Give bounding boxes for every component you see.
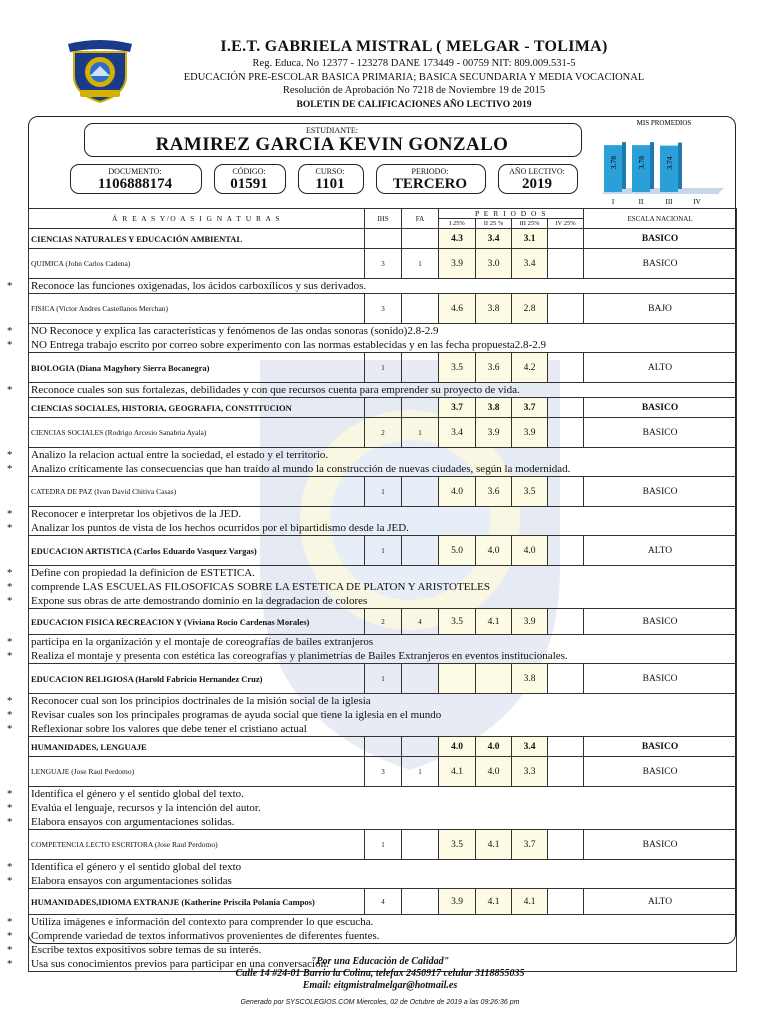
escala-cell: BASICO <box>584 609 737 635</box>
student-name: RAMIREZ GARCIA KEVIN GONZALO <box>155 134 509 155</box>
bullet-asterisk: * <box>7 463 13 475</box>
grade-p4 <box>548 536 584 566</box>
grade-p1: 4.6 <box>439 294 476 324</box>
school-name: I.E.T. GABRIELA MISTRAL ( MELGAR - TOLIMA) <box>220 38 608 55</box>
grade-p3: 2.8 <box>512 294 548 324</box>
subject-row <box>29 249 737 279</box>
grade-p1: 4.1 <box>439 757 476 787</box>
grade-p3: 4.0 <box>512 536 548 566</box>
grade-p4 <box>548 609 584 635</box>
escala-cell: BASICO <box>584 664 737 694</box>
bullet-asterisk: * <box>7 695 13 707</box>
observation-line <box>7 324 734 338</box>
observation-cell <box>7 507 737 536</box>
fa-cell <box>402 477 439 507</box>
header-escala: ESCALA NACIONAL <box>584 209 737 229</box>
escala-cell: BASICO <box>584 398 737 418</box>
fa-cell <box>402 664 439 694</box>
observation-line <box>7 635 734 649</box>
observation-line <box>7 722 734 736</box>
observation-text: Elabora ensayos con argumentaciones solidas. <box>31 816 235 828</box>
observation-line <box>7 801 734 815</box>
area-name: CIENCIAS SOCIALES, HISTORIA, GEOGRAFIA, CONSTITUCION <box>29 398 365 418</box>
chart-category-label: IV <box>693 198 701 206</box>
observation-text: Identifica el género y el sentido global del texto. <box>31 788 244 800</box>
escala-cell: BASICO <box>584 477 737 507</box>
ihs-cell <box>365 229 402 249</box>
grade-p3: 4.1 <box>512 889 548 915</box>
grade-p2: 3.6 <box>476 353 512 383</box>
bullet-asterisk: * <box>7 508 13 520</box>
grade-p3: 3.8 <box>512 664 548 694</box>
ihs-cell <box>365 737 402 757</box>
header-p1: I 25% <box>439 219 476 229</box>
ihs-cell: 2 <box>365 609 402 635</box>
subject-row <box>29 664 737 694</box>
escala-cell: BASICO <box>584 737 737 757</box>
observation-text: Analizar los puntos de vista de los hechos ocurridos por el bipartidismo desde la JED. <box>31 522 409 534</box>
observation-cell <box>7 860 737 889</box>
escala-cell: BASICO <box>584 229 737 249</box>
observation-row <box>29 787 737 830</box>
grade-p1: 4.3 <box>439 229 476 249</box>
observation-line <box>7 694 734 708</box>
observation-line <box>7 507 734 521</box>
fa-cell: 1 <box>402 249 439 279</box>
fa-cell <box>402 353 439 383</box>
grade-p1: 4.0 <box>439 477 476 507</box>
fa-cell <box>402 294 439 324</box>
observation-cell <box>7 635 737 664</box>
anio-label: AÑO LECTIVO: <box>509 167 565 176</box>
periodo-label: PERIODO: <box>411 167 449 176</box>
grade-p4 <box>548 889 584 915</box>
observation-text: participa en la organización y el montaje de coreografías de bailes extranjeros <box>31 636 374 648</box>
fa-cell <box>402 398 439 418</box>
grade-p2: 3.0 <box>476 249 512 279</box>
grade-p1: 3.9 <box>439 249 476 279</box>
ihs-cell: 3 <box>365 249 402 279</box>
grade-p4 <box>548 418 584 448</box>
grade-p1: 5.0 <box>439 536 476 566</box>
bullet-asterisk: * <box>7 636 13 648</box>
observation-cell <box>7 383 737 398</box>
observation-text: Analizo críticamente las consecuencias que han traído al mundo la construcción de nuevas ciudades, según la modernidad. <box>31 463 571 475</box>
fa-cell <box>402 536 439 566</box>
school-crest-logo <box>64 38 136 104</box>
subject-row <box>29 294 737 324</box>
observation-line <box>7 383 734 397</box>
observation-row <box>29 694 737 737</box>
curso-value: 1101 <box>315 176 345 192</box>
grade-p2: 3.6 <box>476 477 512 507</box>
grade-p3: 3.3 <box>512 757 548 787</box>
bullet-asterisk: * <box>7 339 13 351</box>
observation-text: Usa sus conocimientos previos para participar en una conversación. <box>31 958 329 970</box>
area-row <box>29 229 737 249</box>
observation-line <box>7 580 734 594</box>
education-levels: EDUCACIÓN PRE-ESCOLAR BASICA PRIMARIA; BASICA SECUNDARIA Y MEDIA VOCACIONAL <box>183 72 645 83</box>
ihs-cell: 4 <box>365 889 402 915</box>
observation-row <box>29 507 737 536</box>
grade-p1: 3.7 <box>439 398 476 418</box>
ihs-cell: 1 <box>365 353 402 383</box>
observation-cell <box>7 324 737 353</box>
observation-text: Reflexionar sobre los valores que debe tener el cristiano actual <box>31 723 307 735</box>
observation-line <box>7 874 734 888</box>
escala-cell: BASICO <box>584 418 737 448</box>
observation-text: Reconoce cuales son sus fortalezas, debilidades y con que recursos cuenta para emprender su proyecto de vida. <box>31 384 520 396</box>
grade-p4 <box>548 757 584 787</box>
fa-cell: 1 <box>402 418 439 448</box>
fa-cell <box>402 737 439 757</box>
grade-p1: 3.5 <box>439 609 476 635</box>
bullet-asterisk: * <box>7 567 13 579</box>
fa-cell <box>402 889 439 915</box>
ihs-cell: 1 <box>365 536 402 566</box>
ihs-cell: 3 <box>365 757 402 787</box>
promedios-chart <box>598 118 730 206</box>
area-name: HUMANIDADES, LENGUAJE <box>29 737 365 757</box>
observation-text: Reconoce las funciones oxigenadas, los ácidos carboxílicos y sus derivados. <box>31 280 367 292</box>
grade-p4 <box>548 398 584 418</box>
observation-text: Analizo la relacion actual entre la sociedad, el estado y el territorio. <box>31 449 329 461</box>
fa-cell <box>402 229 439 249</box>
escala-cell: BASICO <box>584 757 737 787</box>
header-ihs: IHS <box>365 209 402 229</box>
report-title: BOLETIN DE CALIFICACIONES AÑO LECTIVO 2019 <box>296 100 532 110</box>
observation-cell <box>7 694 737 737</box>
bullet-asterisk: * <box>7 384 13 396</box>
approval-resolution: Resolución de Aprobación No 7218 de Noviembre 19 de 2015 <box>282 85 546 96</box>
footer-address: Calle 14 #24-01 Barrio la Colina, telefax 2450917 celular 3118855035 <box>235 968 525 979</box>
grade-p3: 3.5 <box>512 477 548 507</box>
grade-p2: 4.1 <box>476 609 512 635</box>
ihs-cell: 1 <box>365 830 402 860</box>
observation-line <box>7 338 734 352</box>
grade-p2 <box>476 664 512 694</box>
header-p2: II 25 % <box>476 219 512 229</box>
area-row <box>29 398 737 418</box>
header-p3: III 25% <box>512 219 548 229</box>
grade-p3: 3.1 <box>512 229 548 249</box>
grade-p1: 3.4 <box>439 418 476 448</box>
observation-text: Revisar cuales son los principales programas de ayuda social que tiene la iglesia en el mundo <box>31 709 442 721</box>
observation-row <box>29 635 737 664</box>
bullet-asterisk: * <box>7 650 13 662</box>
subject-row <box>29 889 737 915</box>
escala-cell: BASICO <box>584 249 737 279</box>
grade-p2: 3.8 <box>476 294 512 324</box>
grades-table <box>7 208 737 972</box>
grade-p2: 4.0 <box>476 536 512 566</box>
observation-row <box>29 860 737 889</box>
chart-title: MIS PROMEDIOS <box>636 119 692 127</box>
escala-cell: BASICO <box>584 830 737 860</box>
observation-line <box>7 929 734 943</box>
ihs-cell: 2 <box>365 418 402 448</box>
chart-value-label: 3.74 <box>665 156 674 170</box>
anio-value: 2019 <box>522 176 552 192</box>
bullet-asterisk: * <box>7 861 13 873</box>
grade-p2: 4.0 <box>476 737 512 757</box>
ihs-cell: 1 <box>365 477 402 507</box>
grade-p4 <box>548 353 584 383</box>
bullet-asterisk: * <box>7 449 13 461</box>
codigo-value: 01591 <box>230 176 268 192</box>
escala-cell: ALTO <box>584 536 737 566</box>
bullet-asterisk: * <box>7 581 13 593</box>
observation-text: Elabora ensayos con argumentaciones solidas <box>31 875 232 887</box>
bullet-asterisk: * <box>7 325 13 337</box>
documento-label: DOCUMENTO: <box>108 167 162 176</box>
bullet-asterisk: * <box>7 709 13 721</box>
observation-line <box>7 943 734 957</box>
observation-row <box>29 324 737 353</box>
observation-text: Reconocer cual son los principios doctrinales de la misión social de la iglesia <box>31 695 371 707</box>
ihs-cell: 3 <box>365 294 402 324</box>
grade-p3: 3.9 <box>512 418 548 448</box>
bullet-asterisk: * <box>7 595 13 607</box>
observation-text: Comprende variedad de textos informativos provenientes de diferentes fuentes. <box>31 930 380 942</box>
grade-p1: 3.5 <box>439 353 476 383</box>
documento-value: 1106888174 <box>97 176 173 192</box>
grade-p3: 3.7 <box>512 830 548 860</box>
bullet-asterisk: * <box>7 802 13 814</box>
subject-name: COMPETENCIA LECTO ESCRITORA (Jose Raul Perdomo) <box>29 830 365 860</box>
subject-name: FISICA (Victor Andres Castellanos Merchan) <box>29 294 365 324</box>
grade-p3: 4.2 <box>512 353 548 383</box>
subject-row <box>29 353 737 383</box>
header-p4: IV 25% <box>548 219 584 229</box>
registration-info: Reg. Educa. No 12377 - 123278 DANE 173449 - 00759 NIT: 809.009.531-5 <box>252 58 576 69</box>
chart-bar-side <box>650 142 654 189</box>
subject-row <box>29 477 737 507</box>
grade-p1: 4.0 <box>439 737 476 757</box>
chart-category-label: I <box>611 198 615 206</box>
observation-line <box>7 787 734 801</box>
observation-line <box>7 566 734 580</box>
subject-name: EDUCACION RELIGIOSA (Harold Fabricio Hernandez Cruz) <box>29 664 365 694</box>
observation-line <box>7 594 734 608</box>
bullet-asterisk: * <box>7 280 13 292</box>
observation-cell <box>7 787 737 830</box>
grade-p3: 3.4 <box>512 737 548 757</box>
grade-p2: 4.0 <box>476 757 512 787</box>
observation-text: Utiliza imágenes e información del contexto para comprender lo que escucha. <box>31 916 374 928</box>
subject-row <box>29 536 737 566</box>
observation-text: Evalúa el lenguaje, recursos y la intención del autor. <box>31 802 261 814</box>
observation-text: Define con propiedad la definicion de ESTETICA. <box>31 567 255 579</box>
bullet-asterisk: * <box>7 816 13 828</box>
observation-cell <box>7 279 737 294</box>
ihs-cell <box>365 398 402 418</box>
subject-name: EDUCACION ARTISTICA (Carlos Eduardo Vasquez Vargas) <box>29 536 365 566</box>
observation-text: Expone sus obras de arte demostrando dominio en la degradacion de colores <box>31 595 368 607</box>
periodo-value: TERCERO <box>392 176 468 192</box>
curso-label: CURSO: <box>315 167 345 176</box>
grade-p1: 3.9 <box>439 889 476 915</box>
grade-p4 <box>548 737 584 757</box>
bullet-asterisk: * <box>7 788 13 800</box>
observation-line <box>7 448 734 462</box>
observation-text: Realiza el montaje y presenta con estética las coreografías y planimetrías de Bailes Extranjeros en eventos institucionales. <box>31 650 568 662</box>
observation-line <box>7 521 734 535</box>
bullet-asterisk: * <box>7 916 13 928</box>
grade-p4 <box>548 664 584 694</box>
grade-p4 <box>548 294 584 324</box>
chart-category-label: II <box>638 198 644 206</box>
observation-text: Escribe textos expositivos sobre temas de su interés. <box>31 944 262 956</box>
observation-line <box>7 860 734 874</box>
area-name: CIENCIAS NATURALES Y EDUCACIÓN AMBIENTAL <box>29 229 365 249</box>
subject-row <box>29 757 737 787</box>
subject-name: BIOLOGIA (Diana Magyhory Sierra Bocanegra) <box>29 353 365 383</box>
footer-motto: "Por una Educación de Calidad" <box>310 956 450 967</box>
subject-name: CATEDRA DE PAZ (Ivan David Chitiva Casas) <box>29 477 365 507</box>
grade-p4 <box>548 249 584 279</box>
fa-cell: 4 <box>402 609 439 635</box>
grade-p1 <box>439 664 476 694</box>
grade-p2: 4.1 <box>476 830 512 860</box>
subject-name: QUIMICA (John Carlos Cadena) <box>29 249 365 279</box>
grade-p3: 3.9 <box>512 609 548 635</box>
area-row <box>29 737 737 757</box>
grade-p2: 3.4 <box>476 229 512 249</box>
grade-p2: 3.8 <box>476 398 512 418</box>
observation-line <box>7 915 734 929</box>
fa-cell <box>402 830 439 860</box>
observation-row <box>29 566 737 609</box>
observation-cell <box>7 448 737 477</box>
subject-name: HUMANIDADES,IDIOMA EXTRANJE (Katherine Priscila Polania Campos) <box>29 889 365 915</box>
subject-row <box>29 418 737 448</box>
ihs-cell: 1 <box>365 664 402 694</box>
observation-text: comprende LAS ESCUELAS FILOSOFICAS SOBRE LA ESTETICA DE PLATON Y ARISTOTELES <box>31 581 490 593</box>
chart-value-label: 3.78 <box>637 156 646 170</box>
subject-row <box>29 609 737 635</box>
bullet-asterisk: * <box>7 522 13 534</box>
observation-line <box>7 462 734 476</box>
footer-generated: Generado por SYSCOLEGIOS.COM Miercoles, 02 de Octubre de 2019 a las 09:26:36 pm <box>240 999 520 1006</box>
bullet-asterisk: * <box>7 875 13 887</box>
observation-row <box>29 383 737 398</box>
grade-p4 <box>548 477 584 507</box>
observation-line <box>7 815 734 829</box>
grade-p1: 3.5 <box>439 830 476 860</box>
observation-line <box>7 279 734 293</box>
student-label: ESTUDIANTE: <box>306 126 358 135</box>
observation-text: Reconocer e interpretar los objetivos de la JED. <box>31 508 242 520</box>
grade-p3: 3.4 <box>512 249 548 279</box>
escala-cell: BAJO <box>584 294 737 324</box>
header-fa: FA <box>402 209 439 229</box>
chart-value-label: 3.78 <box>609 156 618 170</box>
bullet-asterisk: * <box>7 944 13 956</box>
observation-text: NO Reconoce y explica las características y fenómenos de las ondas sonoras (sonido)2.8-2.9 <box>31 325 439 337</box>
bullet-asterisk: * <box>7 930 13 942</box>
subject-row <box>29 830 737 860</box>
observation-row <box>29 279 737 294</box>
escala-cell: ALTO <box>584 889 737 915</box>
observation-line <box>7 708 734 722</box>
bullet-asterisk: * <box>7 723 13 735</box>
chart-bar-side <box>622 142 626 189</box>
observation-text: NO Entrega trabajo escrito por correo sobre experimento con las normas establecidas y en las fecha propuesta2.8-2.9 <box>31 339 546 351</box>
grade-p4 <box>548 229 584 249</box>
grade-p2: 4.1 <box>476 889 512 915</box>
grade-p4 <box>548 830 584 860</box>
chart-bar-side <box>678 143 682 189</box>
header-periodos: P E R I O D O S <box>439 209 584 219</box>
subject-name: LENGUAJE (Jose Raul Perdomo) <box>29 757 365 787</box>
bullet-asterisk: * <box>7 958 13 970</box>
header-areas: Á R E A S Y/O A S I G N A T U R A S <box>29 209 365 229</box>
fa-cell: 1 <box>402 757 439 787</box>
subject-name: EDUCACION FISICA RECREACION Y (Viviana Rocio Cardenas Morales) <box>29 609 365 635</box>
observation-cell <box>7 566 737 609</box>
escala-cell: ALTO <box>584 353 737 383</box>
chart-category-label: III <box>665 198 673 206</box>
grade-p2: 3.9 <box>476 418 512 448</box>
observation-text: Identifica el género y el sentido global del texto <box>31 861 242 873</box>
observation-line <box>7 649 734 663</box>
observation-row <box>29 448 737 477</box>
grade-p3: 3.7 <box>512 398 548 418</box>
codigo-label: CÓDIGO: <box>232 167 266 176</box>
subject-name: CIENCIAS SOCIALES (Rodrigo Arcesio Sanabria Ayala) <box>29 418 365 448</box>
footer-email: Email: eitgmistralmelgar@hotmail.es <box>302 980 458 991</box>
